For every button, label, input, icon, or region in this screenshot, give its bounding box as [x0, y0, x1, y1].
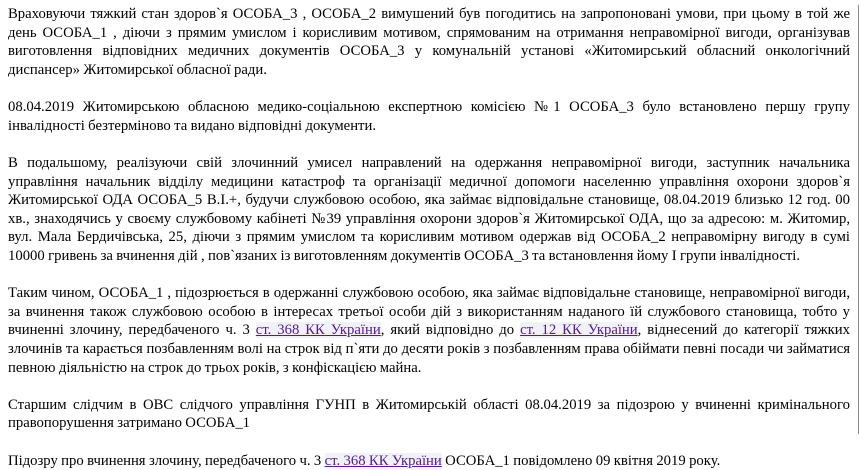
law-link-article-368[interactable]: ст. 368 КК України — [255, 322, 381, 339]
law-link-article-368[interactable]: ст. 368 КК України — [324, 452, 442, 469]
paragraph-text: Підозру про вчинення злочину, передбаченого ч. 3 — [8, 452, 325, 469]
paragraph-text: Таким чином, ОСОБА_1 , підозрюється в одержанні службовою особою, яка займає відповідальне становище, неправомірної вигоди, за вчинення також службовою особою в інтересах третьої особи дій з використанням наданого їй службового становища, тобто у вчиненні злочину, передбаченого ч. 3 — [8, 285, 850, 339]
paragraph-detention: Старшим слідчим в ОВС слідчого управління ГУНП в Житомирській області 08.04.2019 за підозрою у вчиненні кримінального правопорушення затримано ОСОБА_1 — [8, 396, 850, 432]
paragraph-text: ОСОБА_1 повідомлено 09 квітня 2019 року. — [441, 452, 721, 469]
paragraph-disability-assignment: 08.04.2019 Житомирською обласною медико-соціальною експертною комісією №1 ОСОБА_3 було встановлено першу групу інвалідності безтерміново та видано відповідні документи. — [8, 99, 850, 134]
paragraph-notice-of-suspicion — [8, 452, 850, 470]
paragraph-text: , який відповідно до — [380, 322, 521, 339]
law-link-article-12[interactable]: ст. 12 КК України — [520, 322, 638, 339]
paragraph-suspicion-qualification — [8, 284, 850, 377]
document-body — [0, 5, 858, 470]
paragraph-text: , віднесений до категорії тяжких злочинів та карається позбавленням волі на строк від п`яти до десяти років з позбавленням права обіймати певні посади чи займатися певною діяльністю на строк до трьох років, з конфіскацією майна. — [8, 322, 850, 376]
paragraph-bribe-received: В подальшому, реалізуючи свій злочинний умисел направлений на одержання неправомірної вигоди, заступник начальника управління начальник відділу медицини катастроф та організації медичної допомоги населенню управління охорони здоров`я Житомирської ОДА ОСОБА_5 В.І.+, будучи службовою особою, яка займає відповідальне становище, 08.04.2019 близько 12 год. 00 хв., знаходячись у своєму службовому кабінеті №39 управління охорони здоров`я Житомирської ОДА, що за адресою: м. Житомир, вул. Мала Бердичівська, 25, діючи з прямим умислом та корисливим мотивом одержав від ОСОБА_2 неправомірну вигоду в сумі 10000 гривень за вчинення дій , пов`язаних із виготовленням документів ОСОБА_3 та встановлення йому І групи інвалідності. — [8, 154, 850, 264]
paragraph-medical-documents: Враховуючи тяжкий стан здоров`я ОСОБА_3 , ОСОБА_2 вимушений був погодитись на запропоновані умови, при цьому в той же день ОСОБА_1 , діючи з прямим умислом і корисливим мотивом, спрямованим на отримання неправомірної вигоди, організував виготовлення відповідних медичних документів ОСОБА_3 у комунальній установі «Житомирський обласний онкологічний диспансер» Житомирської обласної ради. — [8, 6, 850, 78]
